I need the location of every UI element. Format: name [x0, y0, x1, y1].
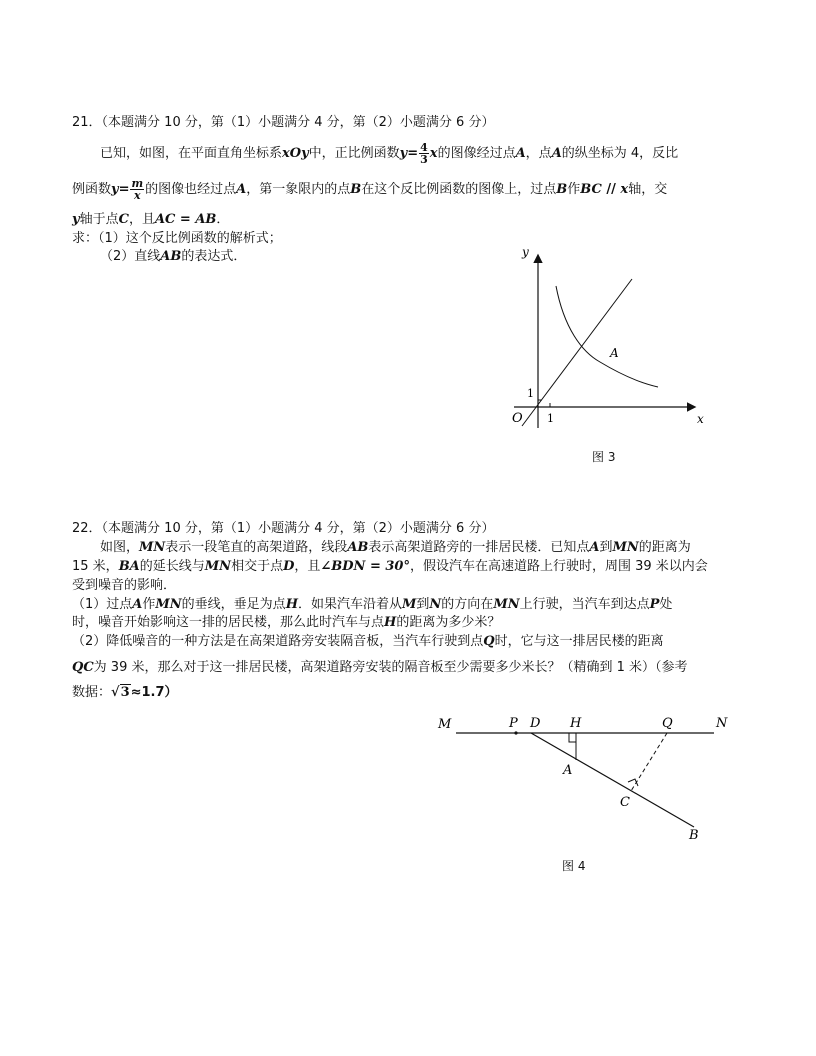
- x-axis-label: x: [697, 412, 704, 426]
- point-p-marker: [514, 731, 517, 734]
- q21-ask-2: （2）直线AB的表达式．: [100, 249, 247, 264]
- label-d: D: [530, 716, 541, 731]
- q22-paragraph-line-2: 15 米，BA的延长线与MN相交于点D，且∠BDN = 30°，假设汽车在高速道路上行驶时，周围 39 米以内会: [72, 559, 708, 574]
- right-angle-h: [569, 733, 576, 742]
- q21-paragraph-line-3: y轴于点C，且AC = AB．: [72, 212, 230, 227]
- q22-paragraph-line-3: 受到噪音的影响．: [72, 578, 177, 593]
- figure-4-road-diagram: [430, 708, 740, 848]
- q22-header: 22．（本题满分 10 分，第（1）小题满分 4 分，第（2）小题满分 6 分）: [72, 521, 495, 536]
- q22-subquestion-1-line-1: （1）过点A作MN的垂线，垂足为点H．如果汽车沿着从M到N的方向在MN上行驶，当汽车到达点P处: [72, 597, 673, 612]
- x-tick-label: 1: [547, 412, 554, 425]
- label-c: C: [620, 795, 630, 810]
- sqrt-three: √3: [111, 685, 130, 700]
- q22-subquestion-2-line-1: （2）降低噪音的一种方法是在高架道路旁安装隔音板，当汽车行驶到点Q时，它与这一排居民楼的距离: [72, 634, 664, 649]
- label-n: N: [716, 716, 728, 731]
- q21-header: 21．（本题满分 10 分，第（1）小题满分 4 分，第（2）小题满分 6 分）: [72, 115, 495, 130]
- figure-3-caption: 图 3: [592, 450, 616, 464]
- right-angle-c: [628, 779, 638, 786]
- y-tick-label: 1: [527, 387, 534, 400]
- q21-paragraph-line-2: 例函数y= $\frac{m}{x}$ 的图像也经过点A，第一象限内的点B在这个反比例函数的图像上，过点B作BC // x轴，交: [72, 177, 668, 202]
- building-line-db: [531, 733, 694, 827]
- label-b: B: [689, 828, 699, 843]
- label-m: M: [438, 717, 452, 732]
- q22-subquestion-2-line-2: QC为 39 米，那么对于这一排居民楼，高架道路旁安装的隔音板至少需要多少米长？（精确到 1 米）（参考: [72, 660, 688, 675]
- point-a-label: A: [610, 346, 619, 360]
- q22-paragraph-line-1: 如图，MN表示一段笔直的高架道路，线段AB表示高架道路旁的一排居民楼．已知点A到MN的距离为: [100, 540, 691, 555]
- inverse-function-curve: [556, 286, 658, 387]
- origin-label: O: [512, 411, 523, 426]
- fraction-m-over-x: $\frac{m}{x}$: [131, 177, 144, 202]
- q21-paragraph-line-1: 已知，如图，在平面直角坐标系xOy中，正比例函数y= $\frac{4}{3}$ x的图像经过点A，点A的纵坐标为 4，反比: [100, 141, 679, 166]
- q21-ask-1: 求：（1）这个反比例函数的解析式；: [72, 231, 282, 246]
- figure-3-coordinate-plot: [500, 236, 720, 436]
- q22-subquestion-1-line-2: 时，噪音开始影响这一排的居民楼，那么此时汽车与点H的距离为多少米？: [72, 615, 501, 630]
- label-q: Q: [662, 716, 673, 731]
- label-h: H: [570, 716, 582, 731]
- label-p: P: [509, 716, 518, 731]
- label-a: A: [563, 763, 573, 778]
- y-axis-label: y: [522, 245, 529, 259]
- q22-reference-data: 数据：√3≈1.7）: [72, 685, 178, 700]
- fraction-four-thirds: $\frac{4}{3}$: [420, 141, 428, 166]
- figure-4-caption: 图 4: [562, 859, 586, 873]
